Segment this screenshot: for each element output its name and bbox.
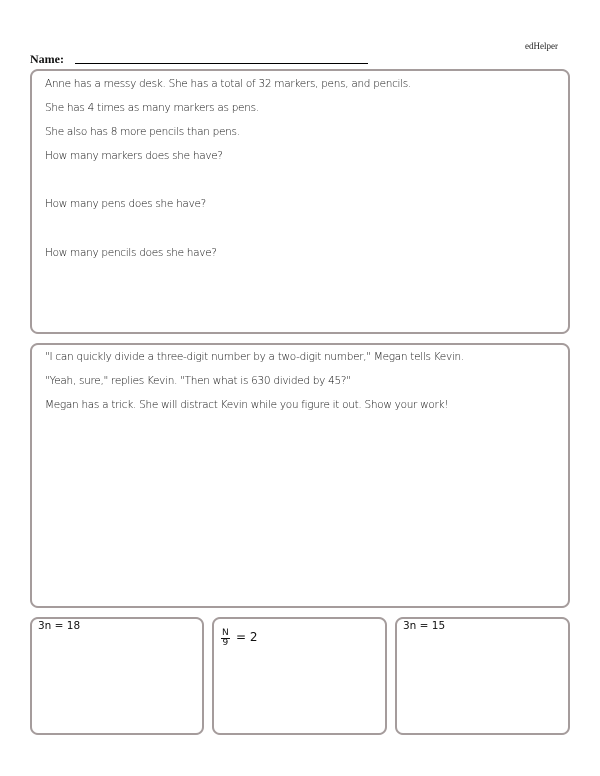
problem-1-line-1: Anne has a messy desk. She has a total of 32 markers, pens, and pencils. [45, 78, 412, 90]
name-input-line[interactable] [75, 63, 368, 64]
problem-2-line-1: "I can quickly divide a three-digit number by a two-digit number," Megan tells Kevin. [45, 351, 464, 363]
problem-2-box [30, 343, 570, 608]
equation-box-3 [395, 617, 570, 735]
equation-box-1 [30, 617, 204, 735]
equation-1: 3n = 18 [38, 620, 81, 632]
problem-1-line-2: She has 4 times as many markers as pens. [45, 102, 259, 114]
problem-2-line-3: Megan has a trick. She will distract Kevin while you figure it out. Show your work! [45, 399, 449, 411]
problem-1-line-3: She also has 8 more pencils than pens. [45, 126, 240, 138]
equation-3: 3n = 15 [403, 620, 446, 632]
equation-box-2 [212, 617, 387, 735]
equation-2-rhs: = 2 [236, 630, 258, 644]
equation-2-fraction [221, 629, 230, 648]
brand-label: edHelper [525, 41, 558, 51]
problem-1-box [30, 69, 570, 334]
question-markers: How many markers does she have? [45, 150, 223, 162]
name-label: Name: [30, 52, 64, 66]
question-pencils: How many pencils does she have? [45, 247, 217, 259]
question-pens: How many pens does she have? [45, 198, 206, 210]
fraction-numerator: N [222, 628, 229, 638]
fraction-denominator: 9 [222, 638, 229, 648]
problem-2-line-2: "Yeah, sure," replies Kevin. "Then what is 630 divided by 45?" [45, 375, 351, 387]
